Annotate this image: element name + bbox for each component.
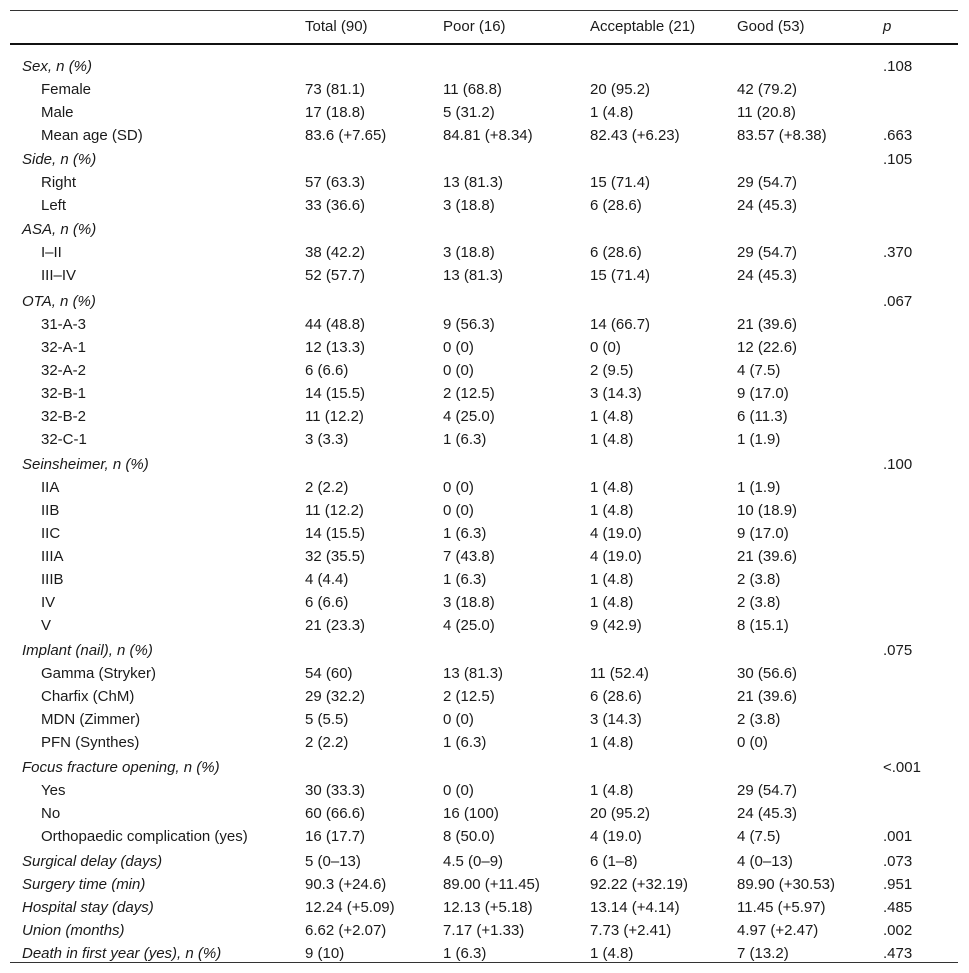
cell-p: .073	[883, 853, 913, 870]
row-label: 32-C-1	[41, 431, 87, 448]
cell-acceptable: 92.22 (+32.19)	[590, 876, 688, 893]
row-label: Seinsheimer, n (%)	[22, 456, 149, 473]
cell-p: .002	[883, 922, 913, 939]
row-label: IIIA	[41, 548, 64, 565]
cell-poor: 12.13 (+5.18)	[443, 899, 533, 916]
row-label: III–IV	[41, 267, 77, 284]
row-label: Male	[41, 104, 74, 121]
row-label: IV	[41, 594, 56, 611]
cell-total: 29 (32.2)	[305, 688, 366, 705]
cell-acceptable: 82.43 (+6.23)	[590, 127, 680, 144]
table-row	[10, 591, 958, 614]
cell-total: 54 (60)	[305, 665, 353, 682]
cell-total: 11 (12.2)	[305, 502, 364, 519]
cell-total: 4 (4.4)	[305, 571, 349, 588]
cell-good: 30 (56.6)	[737, 665, 798, 682]
cell-good: 21 (39.6)	[737, 688, 798, 705]
cell-acceptable: 7.73 (+2.41)	[590, 922, 672, 939]
row-label: IIIB	[41, 571, 64, 588]
cell-good: 4.97 (+2.47)	[737, 922, 819, 939]
cell-poor: 9 (56.3)	[443, 316, 495, 333]
row-label: PFN (Synthes)	[41, 734, 140, 751]
cell-poor: 1 (6.3)	[443, 525, 487, 542]
cell-acceptable: 1 (4.8)	[590, 594, 634, 611]
table-bottom-rule	[10, 962, 958, 963]
cell-poor: 4 (25.0)	[443, 617, 495, 634]
table-row	[10, 685, 958, 708]
cell-total: 38 (42.2)	[305, 244, 366, 261]
cell-total: 6.62 (+2.07)	[305, 922, 387, 939]
cell-poor: 1 (6.3)	[443, 734, 487, 751]
cell-p: .485	[883, 899, 913, 916]
cell-acceptable: 0 (0)	[590, 339, 621, 356]
cell-poor: 13 (81.3)	[443, 174, 504, 191]
cell-acceptable: 3 (14.3)	[590, 385, 642, 402]
cell-total: 6 (6.6)	[305, 362, 349, 379]
cell-acceptable: 4 (19.0)	[590, 828, 642, 845]
row-label: Gamma (Stryker)	[41, 665, 157, 682]
table-row	[10, 802, 958, 825]
cell-total: 12 (13.3)	[305, 339, 366, 356]
cell-total: 12.24 (+5.09)	[305, 899, 395, 916]
cell-good: 29 (54.7)	[737, 782, 798, 799]
table-row	[10, 825, 958, 848]
row-label: IIA	[41, 479, 60, 496]
row-label: Side, n (%)	[22, 151, 97, 168]
cell-poor: 1 (6.3)	[443, 571, 487, 588]
cell-total: 17 (18.8)	[305, 104, 366, 121]
row-label: Charfix (ChM)	[41, 688, 135, 705]
row-label: IIB	[41, 502, 60, 519]
cell-acceptable: 6 (28.6)	[590, 197, 642, 214]
header-poor: Poor (16)	[443, 18, 506, 35]
cell-acceptable: 11 (52.4)	[590, 665, 649, 682]
cell-good: 24 (45.3)	[737, 805, 798, 822]
cell-poor: 3 (18.8)	[443, 244, 495, 261]
row-label: OTA, n (%)	[22, 293, 96, 310]
cell-good: 8 (15.1)	[737, 617, 789, 634]
row-label: Union (months)	[22, 922, 125, 939]
table-row	[10, 101, 958, 124]
cell-good: 1 (1.9)	[737, 431, 781, 448]
table-row	[10, 545, 958, 568]
row-label: I–II	[41, 244, 62, 261]
cell-good: 9 (17.0)	[737, 385, 789, 402]
table-row	[10, 124, 958, 147]
table-row	[10, 522, 958, 545]
cell-good: 83.57 (+8.38)	[737, 127, 827, 144]
cell-poor: 1 (6.3)	[443, 945, 487, 962]
cell-acceptable: 4 (19.0)	[590, 548, 642, 565]
cell-total: 90.3 (+24.6)	[305, 876, 387, 893]
cell-poor: 2 (12.5)	[443, 688, 495, 705]
cell-poor: 3 (18.8)	[443, 594, 495, 611]
cell-p: .108	[883, 58, 913, 75]
cell-poor: 0 (0)	[443, 479, 474, 496]
cell-acceptable: 1 (4.8)	[590, 431, 634, 448]
cell-acceptable: 1 (4.8)	[590, 945, 634, 962]
cell-total: 6 (6.6)	[305, 594, 349, 611]
cell-poor: 0 (0)	[443, 362, 474, 379]
table-row	[10, 171, 958, 194]
cell-p: .075	[883, 642, 913, 659]
cell-good: 0 (0)	[737, 734, 768, 751]
cell-acceptable: 1 (4.8)	[590, 502, 634, 519]
header-good: Good (53)	[737, 18, 805, 35]
cell-acceptable: 20 (95.2)	[590, 81, 651, 98]
cell-good: 10 (18.9)	[737, 502, 798, 519]
table-row	[10, 850, 958, 873]
table-row	[10, 568, 958, 591]
table-row	[10, 662, 958, 685]
cell-acceptable: 13.14 (+4.14)	[590, 899, 680, 916]
table-row	[10, 313, 958, 336]
cell-poor: 7.17 (+1.33)	[443, 922, 525, 939]
cell-total: 83.6 (+7.65)	[305, 127, 387, 144]
cell-poor: 5 (31.2)	[443, 104, 495, 121]
cell-good: 12 (22.6)	[737, 339, 798, 356]
row-label: ASA, n (%)	[22, 221, 97, 238]
row-label: Surgery time (min)	[22, 876, 146, 893]
cell-total: 30 (33.3)	[305, 782, 366, 799]
row-label: 32-A-1	[41, 339, 87, 356]
table-row	[10, 919, 958, 942]
cell-p: .370	[883, 244, 913, 261]
table-row	[10, 336, 958, 359]
cell-acceptable: 4 (19.0)	[590, 525, 642, 542]
table-row	[10, 359, 958, 382]
cell-poor: 89.00 (+11.45)	[443, 876, 540, 893]
cell-p: .663	[883, 127, 913, 144]
cell-total: 33 (36.6)	[305, 197, 366, 214]
cell-acceptable: 20 (95.2)	[590, 805, 651, 822]
cell-total: 32 (35.5)	[305, 548, 366, 565]
table-row	[10, 614, 958, 637]
cell-total: 14 (15.5)	[305, 385, 366, 402]
table-row	[10, 453, 958, 476]
cell-p: .067	[883, 293, 913, 310]
cell-poor: 0 (0)	[443, 339, 474, 356]
cell-total: 44 (48.8)	[305, 316, 366, 333]
header-p: p	[883, 18, 892, 35]
table-row	[10, 405, 958, 428]
cell-good: 2 (3.8)	[737, 711, 781, 728]
row-label: V	[41, 617, 52, 634]
row-label: Death in first year (yes), n (%)	[22, 945, 222, 962]
cell-total: 9 (10)	[305, 945, 345, 962]
row-label: 32-A-2	[41, 362, 87, 379]
cell-total: 5 (0–13)	[305, 853, 361, 870]
cell-acceptable: 9 (42.9)	[590, 617, 642, 634]
cell-poor: 0 (0)	[443, 782, 474, 799]
table-row	[10, 148, 958, 171]
cell-poor: 4.5 (0–9)	[443, 853, 504, 870]
cell-p: .473	[883, 945, 913, 962]
cell-good: 29 (54.7)	[737, 174, 798, 191]
table-row	[10, 382, 958, 405]
table-row	[10, 476, 958, 499]
table-row	[10, 499, 958, 522]
cell-acceptable: 3 (14.3)	[590, 711, 642, 728]
cell-good: 89.90 (+30.53)	[737, 876, 835, 893]
cell-acceptable: 2 (9.5)	[590, 362, 634, 379]
table-row	[10, 218, 958, 241]
cell-poor: 84.81 (+8.34)	[443, 127, 533, 144]
cell-good: 6 (11.3)	[737, 408, 788, 425]
row-label: No	[41, 805, 61, 822]
row-label: Focus fracture opening, n (%)	[22, 759, 220, 776]
cell-acceptable: 15 (71.4)	[590, 267, 651, 284]
cell-total: 2 (2.2)	[305, 734, 349, 751]
cell-total: 11 (12.2)	[305, 408, 364, 425]
cell-acceptable: 14 (66.7)	[590, 316, 651, 333]
row-label: Orthopaedic complication (yes)	[41, 828, 248, 845]
cell-acceptable: 6 (1–8)	[590, 853, 638, 870]
table-row	[10, 290, 958, 313]
cell-acceptable: 1 (4.8)	[590, 479, 634, 496]
cell-acceptable: 1 (4.8)	[590, 571, 634, 588]
cell-good: 7 (13.2)	[737, 945, 789, 962]
row-label: Yes	[41, 782, 66, 799]
cell-p: <.001	[883, 759, 921, 776]
cell-poor: 7 (43.8)	[443, 548, 495, 565]
cell-total: 5 (5.5)	[305, 711, 349, 728]
cell-poor: 2 (12.5)	[443, 385, 495, 402]
cell-poor: 3 (18.8)	[443, 197, 495, 214]
table-row	[10, 731, 958, 754]
cell-good: 4 (0–13)	[737, 853, 793, 870]
cell-acceptable: 6 (28.6)	[590, 688, 642, 705]
cell-poor: 13 (81.3)	[443, 665, 504, 682]
header-total: Total (90)	[305, 18, 368, 35]
row-label: 32-B-1	[41, 385, 87, 402]
row-label: Left	[41, 197, 67, 214]
cell-acceptable: 1 (4.8)	[590, 104, 634, 121]
cell-p: .001	[883, 828, 913, 845]
cell-poor: 16 (100)	[443, 805, 499, 822]
cell-acceptable: 15 (71.4)	[590, 174, 651, 191]
cell-poor: 13 (81.3)	[443, 267, 504, 284]
table-row	[10, 264, 958, 287]
table-row	[10, 896, 958, 919]
table-row	[10, 756, 958, 779]
row-label: Implant (nail), n (%)	[22, 642, 153, 659]
cell-good: 2 (3.8)	[737, 594, 781, 611]
cell-good: 2 (3.8)	[737, 571, 781, 588]
cell-p: .105	[883, 151, 913, 168]
header-acceptable: Acceptable (21)	[590, 18, 696, 35]
cell-total: 14 (15.5)	[305, 525, 366, 542]
table-row	[10, 78, 958, 101]
row-label: Mean age (SD)	[41, 127, 143, 144]
cell-poor: 4 (25.0)	[443, 408, 495, 425]
row-label: MDN (Zimmer)	[41, 711, 141, 728]
cell-good: 24 (45.3)	[737, 267, 798, 284]
cell-good: 21 (39.6)	[737, 316, 798, 333]
cell-good: 11.45 (+5.97)	[737, 899, 826, 916]
cell-good: 4 (7.5)	[737, 828, 781, 845]
cell-poor: 0 (0)	[443, 502, 474, 519]
cell-poor: 1 (6.3)	[443, 431, 487, 448]
row-label: Surgical delay (days)	[22, 853, 163, 870]
cell-total: 57 (63.3)	[305, 174, 366, 191]
cell-total: 73 (81.1)	[305, 81, 366, 98]
table-header-rule	[10, 43, 958, 45]
cell-good: 9 (17.0)	[737, 525, 789, 542]
row-label: Sex, n (%)	[22, 58, 93, 75]
cell-good: 24 (45.3)	[737, 197, 798, 214]
cell-good: 42 (79.2)	[737, 81, 798, 98]
table-row	[10, 639, 958, 662]
cell-total: 52 (57.7)	[305, 267, 366, 284]
cell-good: 29 (54.7)	[737, 244, 798, 261]
table-row	[10, 428, 958, 451]
table-row	[10, 194, 958, 217]
cell-total: 16 (17.7)	[305, 828, 366, 845]
cell-acceptable: 1 (4.8)	[590, 408, 634, 425]
cell-poor: 8 (50.0)	[443, 828, 495, 845]
table-row	[10, 779, 958, 802]
cell-poor: 0 (0)	[443, 711, 474, 728]
row-label: Hospital stay (days)	[22, 899, 154, 916]
row-label: Female	[41, 81, 92, 98]
cell-acceptable: 1 (4.8)	[590, 734, 634, 751]
cell-good: 1 (1.9)	[737, 479, 781, 496]
cell-total: 3 (3.3)	[305, 431, 349, 448]
cell-p: .100	[883, 456, 913, 473]
table-row	[10, 55, 958, 78]
table-header-row	[10, 16, 958, 38]
cell-total: 2 (2.2)	[305, 479, 349, 496]
cell-total: 60 (66.6)	[305, 805, 366, 822]
row-label: 31-A-3	[41, 316, 87, 333]
table-row	[10, 708, 958, 731]
table-row	[10, 873, 958, 896]
table-row	[10, 241, 958, 264]
cell-good: 21 (39.6)	[737, 548, 798, 565]
table-top-rule	[10, 10, 958, 11]
cell-poor: 11 (68.8)	[443, 81, 502, 98]
cell-acceptable: 1 (4.8)	[590, 782, 634, 799]
cell-acceptable: 6 (28.6)	[590, 244, 642, 261]
cell-p: .951	[883, 876, 913, 893]
row-label: 32-B-2	[41, 408, 87, 425]
cell-total: 21 (23.3)	[305, 617, 366, 634]
row-label: IIC	[41, 525, 61, 542]
cell-good: 11 (20.8)	[737, 104, 796, 121]
row-label: Right	[41, 174, 77, 191]
cell-good: 4 (7.5)	[737, 362, 781, 379]
